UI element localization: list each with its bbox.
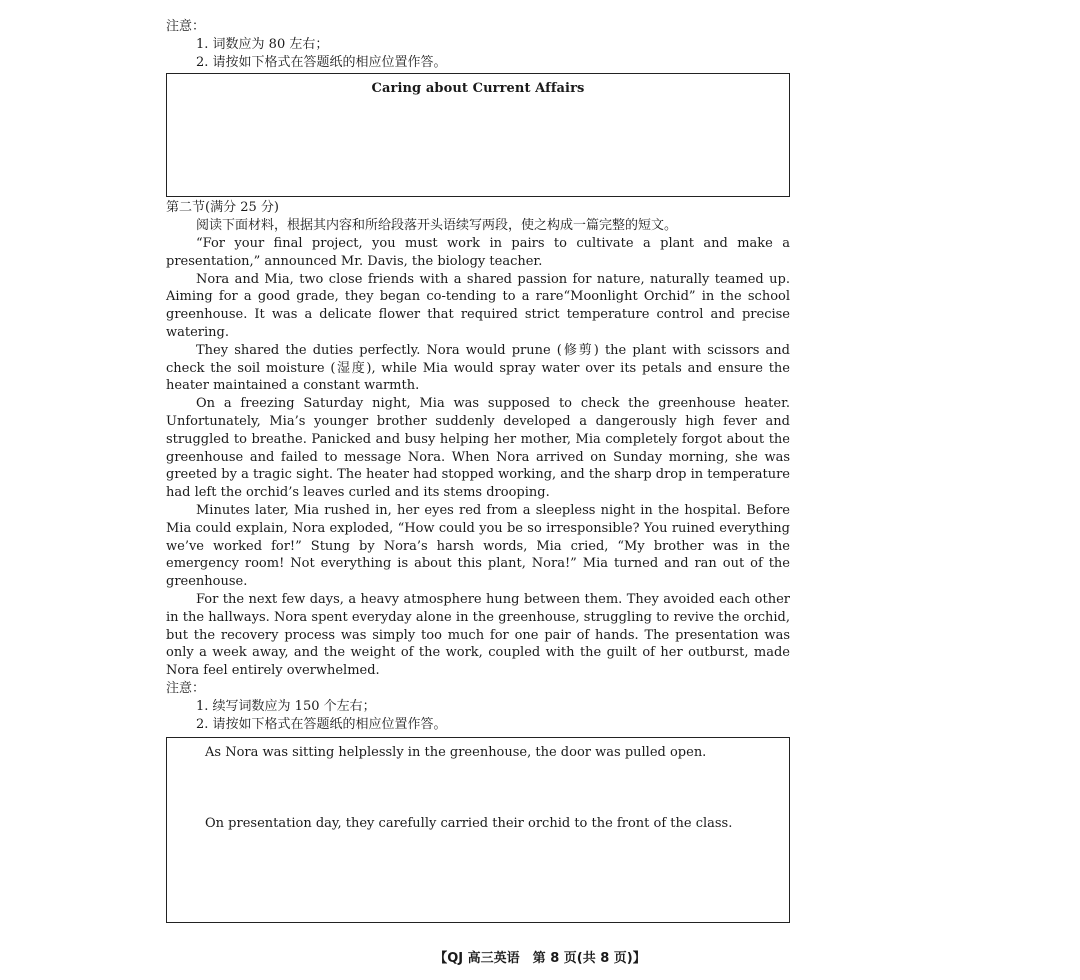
note-item-1-2: 2. 请按如下格式在答题纸的相应位置作答。 (196, 54, 447, 70)
story-paragraph-6: For the next few days, a heavy atmosphere hung between them. They avoided each other in the hallways. Nora spent everyday alone in the greenhouse, struggling to revive the orchid, but the recovery process was simply too much for one pair of hands. The presentation was only a week away, and the weight of the work, coupled with the guilt of her outburst, made Nora feel entirely overwhelmed. (166, 591, 790, 679)
writing-box-title: Caring about Current Affairs (371, 81, 585, 97)
note-heading-2: 注意： (166, 680, 206, 696)
note-item-2-2: 2. 请按如下格式在答题纸的相应位置作答。 (196, 716, 447, 732)
story-paragraph-5: Minutes later, Mia rushed in, her eyes red from a sleepless night in the hospital. Before Mia could explain, Nora exploded, “How could you be so irresponsible? You ruined everything we’ve worked for!” Stung by Nora’s harsh words, Mia cried, “My brother was in the emergency room! Not everything is about this plant, Nora!” Mia turned and ran out of the greenhouse. (166, 502, 790, 590)
story-paragraph-2: Nora and Mia, two close friends with a shared passion for nature, naturally teamed up. Aiming for a good grade, they began co-tending to a rare“Moonlight Orchid” in the school greenhouse. It was a delicate flower that required strict temperature control and precise watering. (166, 271, 790, 340)
note-heading-1: 注意： (166, 19, 206, 34)
note-item-1-1: 1. 词数应为 80 左右； (196, 36, 329, 52)
story-paragraph-4: On a freezing Saturday night, Mia was supposed to check the greenhouse heater. Unfortunately, Mia’s younger brother suddenly developed a dangerously high fever and struggled to breathe. Panicked and busy helping her mother, Mia completely forgot about the greenhouse and failed to message Nora. When Nora arrived on Sunday morning, she was greeted by a tragic sight. The heater had stopped working, and the sharp drop in temperature had left the orchid’s leaves curled and its stems drooping. (166, 396, 790, 501)
story-passage (166, 235, 790, 680)
note-item-2-1: 1. 续写词数应为 150 个左右； (196, 698, 376, 714)
paragraph-opener-1: As Nora was sitting helplessly in the greenhouse, the door was pulled open. (205, 745, 707, 761)
section-heading: 第二节(满分 25 分) (166, 200, 279, 216)
story-paragraph-3: They shared the duties perfectly. Nora would prune (修剪) the plant with scissors and check the soil moisture (湿度), while Mia would spray water over its petals and ensure the heater maintained a constant warmth. (166, 342, 790, 394)
story-paragraph-1: “For your final project, you must work in pairs to cultivate a plant and make a presentation,” announced Mr. Davis, the biology teacher. (166, 235, 790, 269)
paragraph-opener-2: On presentation day, they carefully carried their orchid to the front of the class. (205, 816, 733, 832)
section-instruction: 阅读下面材料，根据其内容和所给段落开头语续写两段，使之构成一篇完整的短文。 (196, 218, 678, 234)
page-footer: 【QJ 高三英语 第 8 页(共 8 页)】 (434, 951, 646, 966)
writing-answer-box[interactable] (166, 73, 790, 197)
continuation-answer-box[interactable] (166, 737, 790, 923)
exam-page (166, 18, 790, 923)
